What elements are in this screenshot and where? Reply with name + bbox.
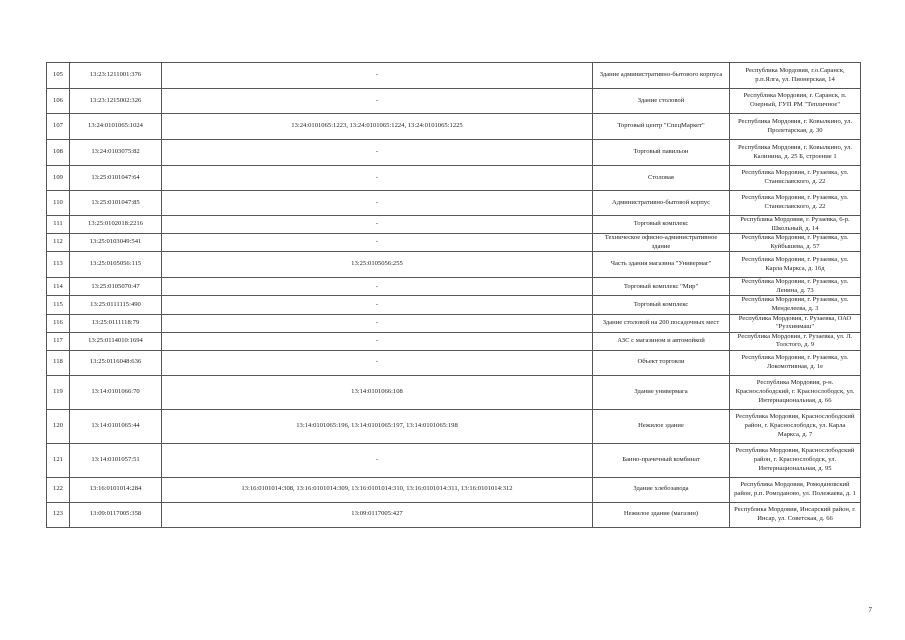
table-row xyxy=(47,140,861,166)
table-row xyxy=(47,234,861,252)
row-number: 117 xyxy=(47,332,70,350)
cadastral-number: 13:25:0101047:85 xyxy=(70,191,162,216)
object-address: Республика Мордовия, Ромодановский район, р.п. Ромоданово, ул. Полежаева, д. 1 xyxy=(730,477,861,502)
row-number: 118 xyxy=(47,350,70,375)
table-row xyxy=(47,89,861,114)
cadastral-number: 13:14:0101065:44 xyxy=(70,409,162,443)
table-row xyxy=(47,477,861,502)
table-row xyxy=(47,502,861,527)
object-address: Республика Мордовия, г. Рузаевка, ул. Л. Толстого, д. 9 xyxy=(730,332,861,350)
table-row xyxy=(47,216,861,234)
linked-cadastral-numbers: - xyxy=(162,443,593,477)
linked-cadastral-numbers: - xyxy=(162,296,593,314)
row-number: 109 xyxy=(47,166,70,191)
registry-table xyxy=(46,62,861,528)
row-number: 112 xyxy=(47,234,70,252)
object-name: Здание столовой xyxy=(593,89,730,114)
object-address: Республика Мордовия, г. Рузаевка, ул. Станиславского, д. 22 xyxy=(730,166,861,191)
linked-cadastral-numbers: - xyxy=(162,332,593,350)
table-row xyxy=(47,296,861,314)
row-number: 113 xyxy=(47,252,70,278)
linked-cadastral-numbers: - xyxy=(162,191,593,216)
object-address: Республика Мордовия, г. Ковылкино, ул. Пролетарская, д. 30 xyxy=(730,114,861,140)
object-name: Объект торговли xyxy=(593,350,730,375)
object-address: Республика Мордовия, г.о.Саранск, р.п.Ялга, ул. Пионерская, 14 xyxy=(730,63,861,89)
registry-rows xyxy=(47,63,861,528)
cadastral-number: 13:25:0114010:1694 xyxy=(70,332,162,350)
object-name: Столовая xyxy=(593,166,730,191)
table-row xyxy=(47,191,861,216)
linked-cadastral-numbers: - xyxy=(162,314,593,332)
linked-cadastral-numbers: - xyxy=(162,278,593,296)
table-row xyxy=(47,350,861,375)
row-number: 122 xyxy=(47,477,70,502)
row-number: 110 xyxy=(47,191,70,216)
cadastral-number: 13:24:0103075:82 xyxy=(70,140,162,166)
object-name: Здание универмага xyxy=(593,375,730,409)
table-row xyxy=(47,332,861,350)
cadastral-number: 13:14:0101066:70 xyxy=(70,375,162,409)
linked-cadastral-numbers: 13:16:0101014:308, 13:16:0101014:309, 13:16:0101014:310, 13:16:0101014:311, 13:16:0101014:312 xyxy=(162,477,593,502)
linked-cadastral-numbers: 13:09:0117005:427 xyxy=(162,502,593,527)
table-row xyxy=(47,278,861,296)
row-number: 114 xyxy=(47,278,70,296)
linked-cadastral-numbers: - xyxy=(162,216,593,234)
object-name: Нежилое здание xyxy=(593,409,730,443)
object-name: Торговый комплекс "Мир" xyxy=(593,278,730,296)
table-row xyxy=(47,314,861,332)
object-address: Республика Мордовия, г. Рузаевка, 6-р. Школьный, д. 14 xyxy=(730,216,861,234)
object-name: Торговый комплекс xyxy=(593,296,730,314)
linked-cadastral-numbers: 13:25:0105056:255 xyxy=(162,252,593,278)
linked-cadastral-numbers: - xyxy=(162,89,593,114)
object-address: Республика Мордовия, г. Рузаевка, ОАО "Рузхиммаш" xyxy=(730,314,861,332)
cadastral-number: 13:25:0102018:2216 xyxy=(70,216,162,234)
linked-cadastral-numbers: 13:14:0101065:196, 13:14:0101065:197, 13:14:0101065:198 xyxy=(162,409,593,443)
row-number: 108 xyxy=(47,140,70,166)
cadastral-number: 13:16:0101014:284 xyxy=(70,477,162,502)
object-name: Здание хлебозавода xyxy=(593,477,730,502)
object-name: Здание административно-бытового корпуса xyxy=(593,63,730,89)
table-row xyxy=(47,375,861,409)
linked-cadastral-numbers: - xyxy=(162,63,593,89)
table-row xyxy=(47,443,861,477)
object-address: Республика Мордовия, Краснослободский район, г. Краснослободск, ул. Интернациональная, д. 95 xyxy=(730,443,861,477)
linked-cadastral-numbers: - xyxy=(162,166,593,191)
object-address: Республика Мордовия, г. Рузаевка, ул. Станиславского, д. 22 xyxy=(730,191,861,216)
row-number: 123 xyxy=(47,502,70,527)
object-name: Торговый центр "СпецМаркет" xyxy=(593,114,730,140)
object-address: Республика Мордовия, г. Рузаевка, ул. Карла Маркса, д. 16д xyxy=(730,252,861,278)
table-row xyxy=(47,114,861,140)
row-number: 105 xyxy=(47,63,70,89)
linked-cadastral-numbers: 13:14:0101066:108 xyxy=(162,375,593,409)
object-address: Республика Мордовия, г. Рузаевка, ул. Ленина, д. 73 xyxy=(730,278,861,296)
row-number: 119 xyxy=(47,375,70,409)
object-name: Торговый комплекс xyxy=(593,216,730,234)
object-name: Техническое офисно-административное здание xyxy=(593,234,730,252)
cadastral-number: 13:23:1215002:326 xyxy=(70,89,162,114)
object-name: Часть здания магазина "Универмаг" xyxy=(593,252,730,278)
table-row xyxy=(47,63,861,89)
object-address: Республика Мордовия, г. Ковылкино, ул. Калинина, д. 25 Б, строение 1 xyxy=(730,140,861,166)
object-address: Республика Мордовия, р-н. Краснослободский, г. Краснослободск, ул. Интернациональная, д. 66 xyxy=(730,375,861,409)
object-name: Административно-бытовой корпус xyxy=(593,191,730,216)
object-address: Республика Мордовия, г. Рузаевка, ул. Локомотивная, д. 1е xyxy=(730,350,861,375)
row-number: 120 xyxy=(47,409,70,443)
row-number: 116 xyxy=(47,314,70,332)
row-number: 111 xyxy=(47,216,70,234)
object-address: Республика Мордовия, г. Рузаевка, ул. Куйбышева, д. 57 xyxy=(730,234,861,252)
object-address: Республика Мордовия, Краснослободский район, г. Краснослободск, ул. Карла Маркса, д. 7 xyxy=(730,409,861,443)
table-row xyxy=(47,252,861,278)
object-name: Торговый павильон xyxy=(593,140,730,166)
table-row xyxy=(47,409,861,443)
cadastral-number: 13:14:0101057:51 xyxy=(70,443,162,477)
linked-cadastral-numbers: - xyxy=(162,234,593,252)
cadastral-number: 13:25:0101047:64 xyxy=(70,166,162,191)
row-number: 107 xyxy=(47,114,70,140)
row-number: 121 xyxy=(47,443,70,477)
object-address: Республика Мордовия, Инсарский район, г. Инсар, ул. Советская, д. 66 xyxy=(730,502,861,527)
object-name: Здание столовой на 200 посадочных мест xyxy=(593,314,730,332)
cadastral-number: 13:09:0117005:358 xyxy=(70,502,162,527)
table-row xyxy=(47,166,861,191)
object-name: Нежилое здание (магазин) xyxy=(593,502,730,527)
object-address: Республика Мордовия, г. Рузаевка, ул. Менделеева, д. 3 xyxy=(730,296,861,314)
linked-cadastral-numbers: 13:24:0101065:1223, 13:24:0101065:1224, 13:24:0101065:1225 xyxy=(162,114,593,140)
page-number: 7 xyxy=(868,606,872,614)
cadastral-number: 13:25:0105070:47 xyxy=(70,278,162,296)
row-number: 115 xyxy=(47,296,70,314)
row-number: 106 xyxy=(47,89,70,114)
cadastral-number: 13:25:0116048:636 xyxy=(70,350,162,375)
linked-cadastral-numbers: - xyxy=(162,140,593,166)
cadastral-number: 13:25:0111118:79 xyxy=(70,314,162,332)
cadastral-number: 13:23:1211001:376 xyxy=(70,63,162,89)
cadastral-number: 13:25:0105056:115 xyxy=(70,252,162,278)
linked-cadastral-numbers: - xyxy=(162,350,593,375)
object-name: АЗС с магазином и автомойкой xyxy=(593,332,730,350)
cadastral-number: 13:25:0111115:490 xyxy=(70,296,162,314)
cadastral-number: 13:24:0101065:1024 xyxy=(70,114,162,140)
object-address: Республика Мордовия, г. Саранск, п. Озерный, ГУП РМ "Тепличное" xyxy=(730,89,861,114)
cadastral-number: 13:25:0103049:541 xyxy=(70,234,162,252)
object-name: Банно-прачечный комбинат xyxy=(593,443,730,477)
